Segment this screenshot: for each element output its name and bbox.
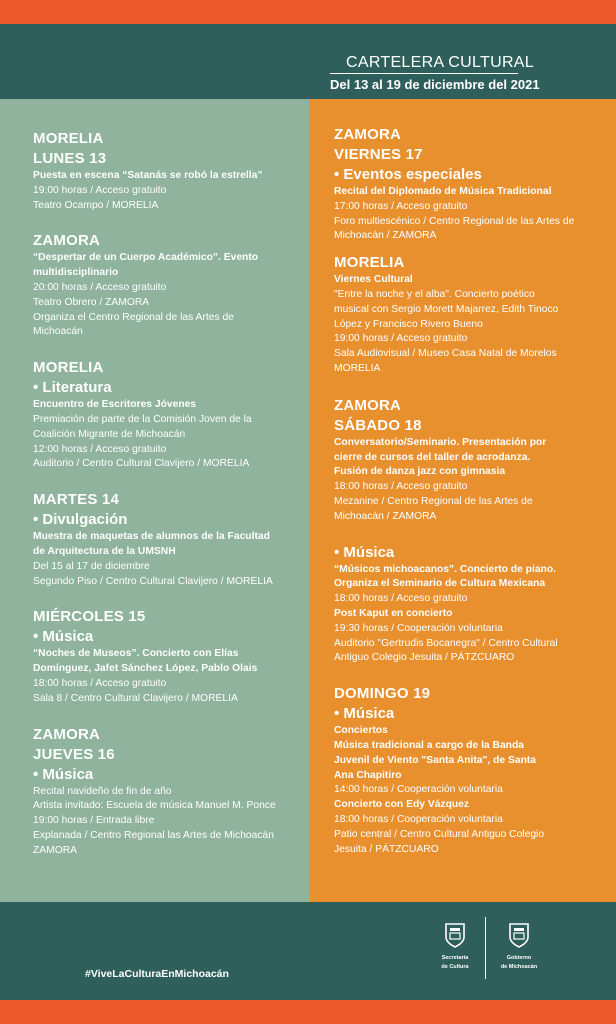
event-title: Música tradicional a cargo de la Banda — [334, 739, 524, 751]
event-title: Organiza el Seminario de Cultura Mexicana — [334, 578, 546, 590]
event-section — [334, 543, 606, 667]
category-heading: • Literatura — [33, 379, 112, 397]
coat-of-arms-icon — [508, 922, 530, 948]
event-venue: Auditorio / Centro Cultural Clavijero / MORELIA — [33, 458, 250, 470]
logo-text: Gobierno — [506, 955, 532, 961]
event-time: 20:00 horas / Acceso gratuito — [33, 281, 167, 293]
event-section — [334, 253, 606, 377]
event-venue: Sala 8 / Centro Cultural Clavijero / MORELIA — [33, 692, 238, 704]
bottom-accent-bar — [0, 1000, 616, 1024]
event-section — [33, 231, 303, 340]
event-title: Post Kaput en concierto — [334, 607, 453, 619]
event-time: 18:00 horas / Cooperación voluntaria — [334, 813, 503, 825]
event-venue: Antiguo Colegio Jesuita / PÁTZCUARO — [334, 652, 515, 664]
title-underline — [330, 73, 518, 74]
category-heading: • Eventos especiales — [334, 166, 482, 183]
event-title: Ana Chapitiro — [334, 769, 402, 781]
event-title: multidisciplinario — [33, 267, 119, 279]
event-venue: Michoacán / ZAMORA — [334, 510, 437, 522]
event-section — [334, 396, 606, 525]
event-time: 18:00 horas / Acceso gratuito — [334, 481, 468, 493]
event-time: 19:00 horas / Entrada libre — [33, 815, 155, 827]
right-column — [310, 99, 616, 902]
event-detail: Coalición Migrante de Michoacán — [33, 428, 186, 440]
event-title: Fusión de danza jazz con gimnasia — [334, 466, 506, 478]
event-title: “Noches de Museos”. Concierto con Elías — [33, 648, 239, 660]
event-venue: MORELIA — [334, 362, 381, 374]
day-heading: JUEVES 16 — [33, 745, 115, 763]
top-accent-bar — [0, 0, 616, 24]
event-venue: Segundo Piso / Centro Cultural Clavijero / MORELIA — [33, 575, 273, 587]
coat-of-arms-icon — [444, 922, 466, 948]
category-heading: • Música — [33, 628, 94, 646]
event-venue: ZAMORA — [33, 844, 78, 856]
city-heading: ZAMORA — [334, 126, 402, 143]
event-title: cierre de cursos del taller de acrodanza. — [334, 451, 531, 463]
day-heading: DOMINGO 19 — [334, 685, 431, 703]
event-venue: Foro multiescénico / Centro Regional de las Artes de — [334, 215, 575, 227]
city-heading: ZAMORA — [33, 725, 101, 743]
event-venue: Patio central / Centro Cultural Antiguo Colegio — [334, 828, 545, 840]
event-time: 19:30 horas / Cooperación voluntaria — [334, 622, 503, 634]
event-title: “Despertar de un Cuerpo Académico”. Evento — [33, 252, 259, 264]
event-title: Juvenil de Viento "Santa Anita", de Santa — [334, 754, 537, 766]
event-detail: musical con Sergio Morett Majarrez, Edith Tinoco — [334, 303, 559, 315]
event-section — [334, 684, 606, 857]
event-section — [33, 358, 303, 472]
category-heading: • Música — [334, 705, 395, 723]
day-heading: SÁBADO 18 — [334, 416, 422, 434]
category-heading: • Música — [334, 543, 395, 561]
event-title: Recital navideño de fin de año — [33, 785, 172, 797]
hashtag[interactable]: #ViveLaCulturaEnMichoacán — [85, 968, 229, 980]
event-title: Conversatorio/Seminario. Presentación por — [334, 436, 547, 448]
event-time: 12:00 horas / Acceso gratuito — [33, 443, 167, 455]
day-heading: MIÉRCOLES 15 — [33, 608, 146, 626]
event-title: de Arquitectura de la UMSNH — [33, 545, 176, 557]
day-heading: VIERNES 17 — [334, 146, 423, 163]
event-time: 19:00 horas / Acceso gratuito — [33, 184, 167, 196]
event-detail: Michoacán — [33, 326, 83, 338]
event-title: Recital del Diplomado de Música Tradicional — [334, 186, 552, 197]
category-heading: • Música — [33, 765, 94, 783]
event-venue: Auditorio "Gertrudis Bocanegra" / Centro Cultural — [334, 637, 558, 649]
event-venue: Explanada / Centro Regional las Artes de Michoacán — [33, 829, 274, 841]
event-title: Domínguez, Jafet Sánchez López, Pablo Olais — [33, 663, 258, 675]
day-heading: LUNES 13 — [33, 150, 107, 167]
event-section — [33, 129, 303, 213]
logo-divider — [485, 917, 486, 979]
event-title: Muestra de maquetas de alumnos de la Facultad — [33, 531, 270, 543]
event-title: “Músicos michoacanos”. Concierto de piano. — [334, 563, 556, 575]
city-heading: MORELIA — [33, 130, 104, 147]
event-section — [33, 490, 303, 589]
category-heading: • Divulgación — [33, 511, 128, 529]
event-title: Conciertos — [334, 725, 388, 737]
logo-text: de Michoacán — [500, 963, 538, 970]
event-detail: López y Francisco Rivero Bueno — [334, 318, 483, 330]
event-detail: Artista invitado: Escuela de música Manuel M. Ponce — [33, 800, 276, 812]
date-range: Del 13 al 19 de diciembre del 2021 — [330, 77, 540, 92]
event-title: Encuentro de Escritores Jóvenes — [33, 399, 197, 411]
event-venue: Michoacán / ZAMORA — [334, 230, 437, 242]
day-heading: MARTES 14 — [33, 491, 119, 509]
event-detail: "Entre la noche y el alba". Concierto poético — [334, 288, 535, 300]
event-title: Puesta en escena “Satanás se robó la estrella” — [33, 170, 263, 181]
event-time: 19:00 horas / Acceso gratuito — [334, 333, 468, 345]
gobierno-michoacan-logo — [500, 922, 538, 982]
event-venue: Jesuita / PÁTZCUARO — [334, 843, 439, 855]
logo-text: Secretaría — [441, 955, 469, 961]
page-title: CARTELERA CULTURAL — [346, 54, 534, 71]
event-venue: Teatro Obrero / ZAMORA — [33, 296, 150, 308]
event-time: 14:00 horas / Cooperación voluntaria — [334, 784, 503, 796]
event-venue: Teatro Ocampo / MORELIA — [33, 199, 159, 211]
event-venue: Sala Audiovisual / Museo Casa Natal de Morelos — [334, 348, 557, 360]
event-section — [33, 607, 303, 706]
event-title: Viernes Cultural — [334, 274, 413, 286]
event-detail: Premiación de parte de la Comisión Joven de la — [33, 413, 252, 425]
event-venue: Mezanine / Centro Regional de las Artes de — [334, 495, 533, 507]
city-heading: ZAMORA — [33, 232, 101, 250]
event-time: 17:00 horas / Acceso gratuito — [334, 200, 468, 212]
logo-text: de Cultura — [441, 963, 469, 970]
left-column — [0, 99, 310, 902]
city-heading: MORELIA — [334, 254, 405, 272]
event-section — [33, 725, 303, 859]
event-time: 18:00 horas / Acceso gratuito — [33, 677, 167, 689]
secretaria-cultura-logo — [438, 922, 472, 982]
event-time: Del 15 al 17 de diciembre — [33, 560, 150, 572]
event-section — [334, 125, 606, 244]
city-heading: MORELIA — [33, 359, 104, 377]
city-heading: ZAMORA — [334, 396, 402, 414]
event-time: 18:00 horas / Acceso gratuito — [334, 593, 468, 605]
event-detail: Organiza el Centro Regional de las Artes de — [33, 311, 234, 323]
event-title: Concierto con Edy Vázquez — [334, 799, 470, 811]
